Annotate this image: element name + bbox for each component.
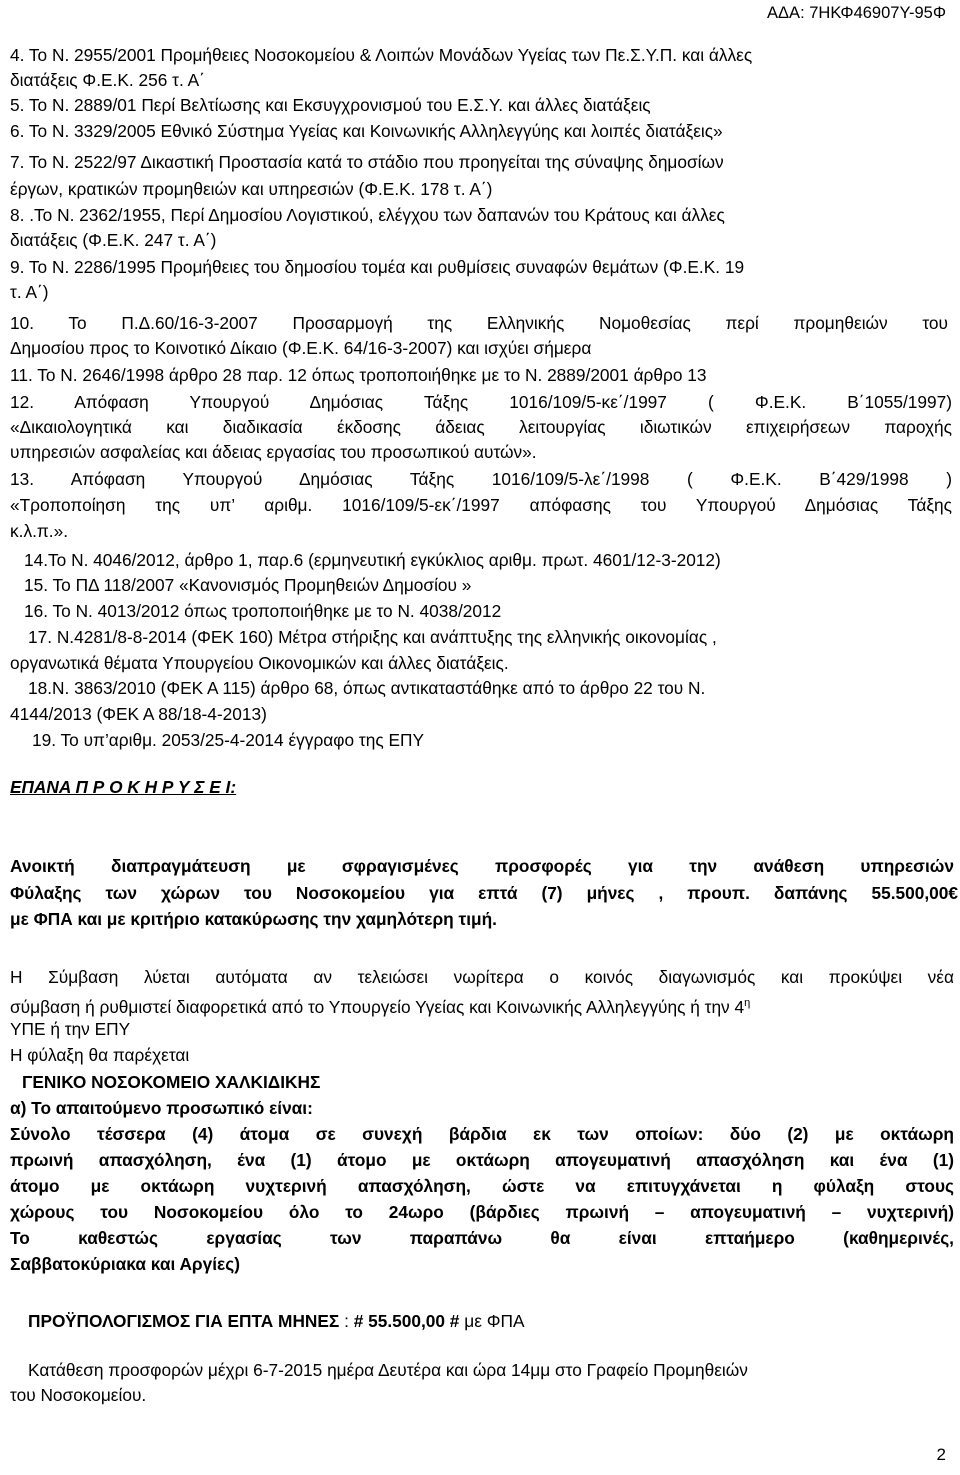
- deposit-line1: Κατάθεση προσφορών μέχρι 6-7-2015 ημέρα Δευτέρα και ώρα 14μμ στο Γραφείο Προμηθειών: [28, 1360, 748, 1380]
- contract-line3: ΥΠΕ ή την ΕΠΥ: [10, 1019, 131, 1039]
- law-12-line1: 12. Απόφαση Υπουργού Δημόσιας Τάξης 1016/109/5-κε΄/1997 ( Φ.Ε.Κ. Β΄1055/1997): [10, 392, 952, 412]
- law-7-line2: έργων, κρατικών προμηθειών και υπηρεσιών (Φ.Ε.Κ. 178 τ. Α΄): [10, 179, 493, 199]
- law-8-line1: 8. .Το Ν. 2362/1955, Περί Δημοσίου Λογιστικού, ελέγχου των δαπανών του Κράτους και άλλες: [10, 205, 725, 225]
- law-5: 5. Το Ν. 2889/01 Περί Βελτίωσης και Εκσυγχρονισμού του Ε.Σ.Υ. και άλλες διατάξεις: [10, 95, 651, 115]
- law-9-line1: 9. Το Ν. 2286/1995 Προμήθειες του δημοσίου τομέα και ρυθμίσεις συναφών θεμάτων (Φ.Ε.Κ. 19: [10, 257, 745, 277]
- law-10-line1: 10. Το Π.Δ.60/16-3-2007 Προσαρμογή της Ελληνικής Νομοθεσίας περί προμηθειών του: [10, 313, 948, 333]
- hospital-name: ΓΕΝΙΚΟ ΝΟΣΟΚΟΜΕΙΟ ΧΑΛΚΙΔΙΚΗΣ: [22, 1072, 321, 1092]
- budget-amount: # 55.500,00 #: [353, 1311, 460, 1331]
- law-14: 14.Το Ν. 4046/2012, άρθρο 1, παρ.6 (ερμηνευτική εγκύκλιος αριθμ. πρωτ. 4601/12-3-2012): [24, 550, 721, 570]
- law-17-line2: οργανωτικά θέματα Υπουργείου Οικονομικών και άλλες διατάξεις.: [10, 653, 509, 673]
- law-10-line2: Δημοσίου προς το Κοινοτικό Δίκαιο (Φ.Ε.Κ. 64/16-3-2007) και ισχύει σήμερα: [10, 338, 592, 358]
- law-16: 16. Το Ν. 4013/2012 όπως τροποποιήθηκε με το Ν. 4038/2012: [24, 601, 502, 621]
- law-15: 15. Το ΠΔ 118/2007 «Κανονισμός Προμηθειών Δημοσίου »: [24, 575, 472, 595]
- law-8-line2: διατάξεις (Φ.Ε.Κ. 247 τ. Α΄): [10, 230, 217, 250]
- staff-line1: Σύνολο τέσσερα (4) άτομα σε συνεχή βάρδια εκ των οποίων: δύο (2) με οκτάωρη: [10, 1124, 954, 1144]
- contract-line4: Η φύλαξη θα παρέχεται: [10, 1045, 190, 1065]
- summary-line2: Φύλαξης των χώρων του Νοσοκομείου για επτά (7) μήνες , προυπ. δαπάνης 55.500,00€: [10, 883, 958, 903]
- staff-line4: χώρους του Νοσοκομείου όλο το 24ωρο (βάρδιες πρωινή – απογευματινή – νυχτερινή): [10, 1202, 954, 1222]
- law-7-line1: 7. Το Ν. 2522/97 Δικαστική Προστασία κατά το στάδιο που προηγείται της σύναψης δημοσίων: [10, 152, 724, 172]
- contract-line2: σύμβαση ή ρυθμιστεί διαφορετικά από το Υπουργείο Υγείας και Κοινωνικής Αλληλεγγύης ή την $4^\eta$: [10, 996, 751, 1017]
- page-number: 2: [936, 1445, 946, 1464]
- ada-code: ΑΔΑ: 7ΗΚΦ46907Υ-95Φ: [767, 4, 946, 22]
- law-13-line1: 13. Απόφαση Υπουργού Δημόσιας Τάξης 1016/109/5-λε΄/1998 ( Φ.Ε.Κ. Β΄429/1998 ): [10, 469, 952, 489]
- staff-line6: Σαββατοκύριακα και Αργίες): [10, 1254, 240, 1274]
- budget-line: ΠΡΟΫΠΟΛΟΓΙΣΜΟΣ ΓΙΑ ΕΠΤΑ ΜΗΝΕΣ : # 55.500,00 # με ΦΠΑ: [28, 1311, 525, 1331]
- law-4-line2: διατάξεις Φ.Ε.Κ. 256 τ. Α΄: [10, 70, 205, 90]
- law-18-line1: 18.Ν. 3863/2010 (ΦΕΚ Α 115) άρθρο 68, όπως αντικαταστάθηκε από το άρθρο 22 του Ν.: [28, 678, 706, 698]
- proclamation-heading: ΕΠΑΝΑ Π Ρ Ο Κ Η Ρ Υ Σ Ε Ι:: [10, 777, 237, 797]
- summary-line3: με ΦΠΑ και με κριτήριο κατακύρωσης την χαμηλότερη τιμή.: [10, 909, 497, 929]
- staff-line2: πρωινή απασχόληση, ένα (1) άτομο με οκτάωρη απογευματινή απασχόληση και ένα (1): [10, 1150, 954, 1170]
- staff-line3: άτομο με οκτάωρη νυχτερινή απασχόληση, ώστε να επιτυγχάνεται η φύλαξη στους: [10, 1176, 954, 1196]
- staff-line5: Το καθεστώς εργασίας των παραπάνω θα είναι επταήμερο (καθημερινές,: [10, 1228, 954, 1248]
- law-6: 6. Το Ν. 3329/2005 Εθνικό Σύστημα Υγείας και Κοινωνικής Αλληλεγγύης και λοιπές διατάξεις»: [10, 121, 723, 141]
- summary-line1: Ανοικτή διαπραγμάτευση με σφραγισμένες προσφορές για την ανάθεση υπηρεσιών: [10, 856, 954, 876]
- law-9-line2: τ. Α΄): [10, 282, 49, 302]
- law-18-line2: 4144/2013 (ΦΕΚ Α 88/18-4-2013): [10, 704, 267, 724]
- deposit-line2: του Νοσοκομείου.: [10, 1385, 147, 1405]
- law-12-line3: υπηρεσιών ασφαλείας και άδειας εργασίας του προσωπικού αυτών».: [10, 442, 537, 462]
- law-4-line1: 4. Το Ν. 2955/2001 Προμήθειες Νοσοκομείου & Λοιπών Μονάδων Υγείας των Πε.Σ.Υ.Π. και άλλες: [10, 45, 753, 65]
- contract-line1: Η Σύμβαση λύεται αυτόματα αν τελειώσει νωρίτερα ο κοινός διαγωνισμός και προκύψει νέα: [10, 967, 954, 987]
- contract-superscript: η: [744, 997, 751, 1009]
- law-12-line2: «Δικαιολογητικά και διαδικασία έκδοσης άδειας λειτουργίας ιδιωτικών επιχειρήσεων παροχής: [10, 417, 952, 437]
- law-13-line2: «Τροποποίηση της υπ’ αριθμ. 1016/109/5-εκ΄/1997 απόφασης του Υπουργού Δημόσιας Τάξης: [10, 495, 952, 515]
- law-11: 11. Το Ν. 2646/1998 άρθρο 28 παρ. 12 όπως τροποποιήθηκε με το Ν. 2889/2001 άρθρο 13: [10, 365, 707, 385]
- budget-label: ΠΡΟΫΠΟΛΟΓΙΣΜΟΣ ΓΙΑ ΕΠΤΑ ΜΗΝΕΣ: [28, 1311, 340, 1331]
- law-17-line1: 17. Ν.4281/8-8-2014 (ΦΕΚ 160) Μέτρα στήριξης και ανάπτυξης της ελληνικής οικονομίας ,: [28, 627, 717, 647]
- staff-heading: α) Το απαιτούμενο προσωπικό είναι:: [10, 1098, 313, 1118]
- law-13-line3: κ.λ.π.».: [10, 521, 69, 541]
- law-19: 19. Το υπ’αριθμ. 2053/25-4-2014 έγγραφο της ΕΠΥ: [32, 730, 424, 750]
